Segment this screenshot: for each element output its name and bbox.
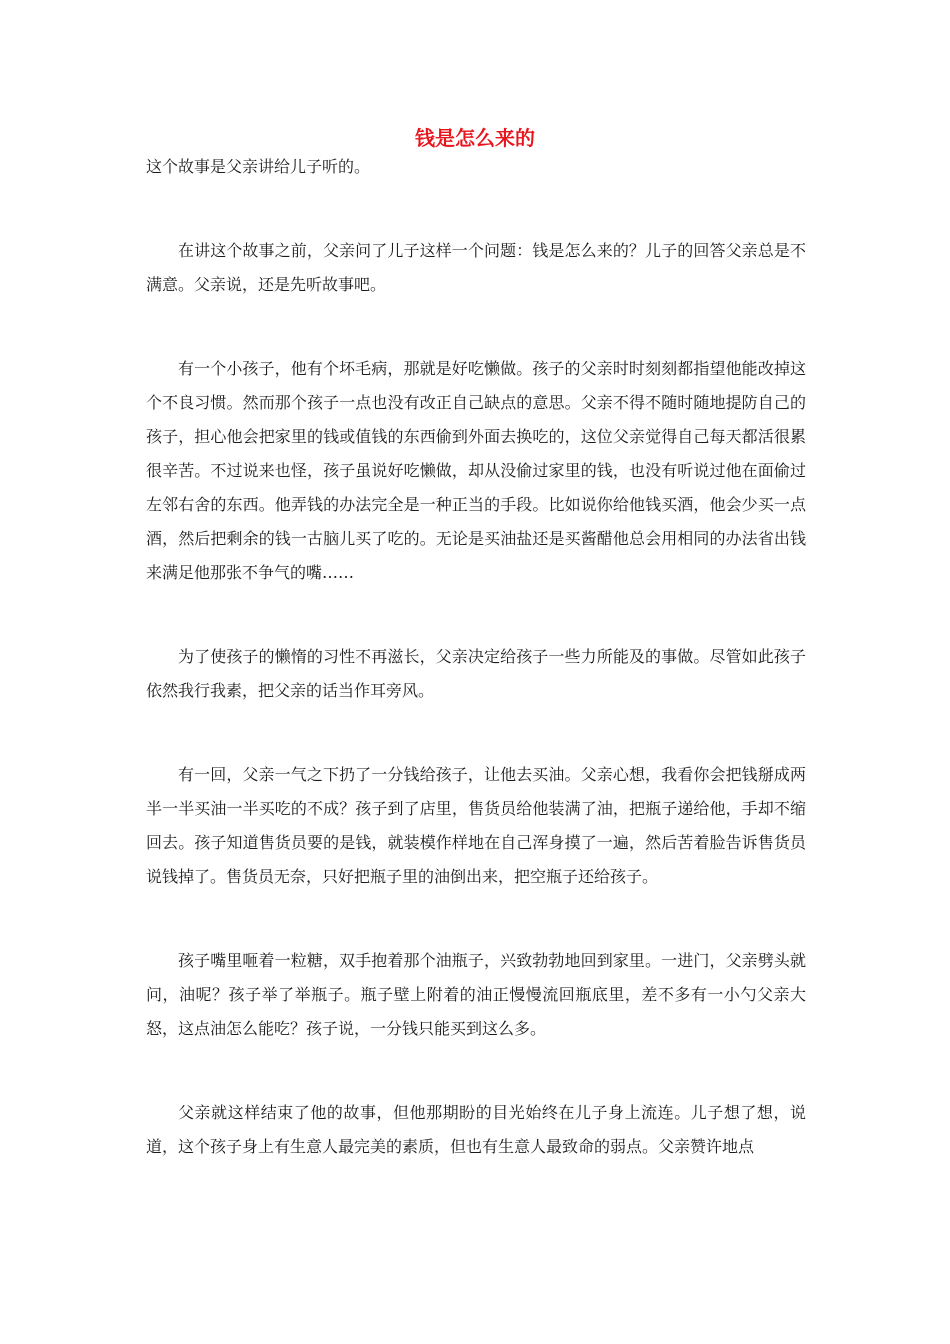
paragraph-5: 有一回，父亲一气之下扔了一分钱给孩子，让他去买油。父亲心想，我看你会把钱掰成两半一半买油一半买吃的不成？孩子到了店里，售货员给他装满了油，把瓶子递给他，手却不缩回去。孩子知道售货员要的是钱，就装模作样地在自己浑身摸了一遍，然后苦着脸告诉售货员说钱掉了。售货员无奈，只好把瓶子里的油倒出来，把空瓶子还给孩子。 [146, 765, 806, 886]
paragraph-6: 孩子嘴里咂着一粒糖，双手抱着那个油瓶子，兴致勃勃地回到家里。一进门，父亲劈头就问，油呢？孩子举了举瓶子。瓶子壁上附着的油正慢慢流回瓶底里，差不多有一小勺父亲大怒，这点油怎么能吃？孩子说，一分钱只能买到这么多。 [146, 951, 806, 1038]
document-body [146, 150, 806, 1164]
paragraph-gap [146, 302, 806, 352]
paragraph-3: 有一个小孩子，他有个坏毛病，那就是好吃懒做。孩子的父亲时时刻刻都指望他能改掉这个不良习惯。然而那个孩子一点也没有改正自己缺点的意思。父亲不得不随时随地提防自己的孩子，担心他会把家里的钱或值钱的东西偷到外面去换吃的，这位父亲觉得自己每天都活很累很辛苦。不过说来也怪，孩子虽说好吃懒做，却从没偷过家里的钱，也没有听说过他在面偷过左邻右舍的东西。他弄钱的办法完全是一种正当的手段。比如说你给他钱买酒，他会少买一点酒，然后把剩余的钱一古脑儿买了吃的。无论是买油盐还是买酱醋他总会用相同的办法省出钱来满足他那张不争气的嘴…… [146, 359, 806, 582]
paragraph-gap [146, 708, 806, 758]
paragraph-gap [146, 184, 806, 234]
document-title: 钱是怎么来的 [415, 126, 535, 150]
paragraph-7: 父亲就这样结束了他的故事，但他那期盼的目光始终在儿子身上流连。儿子想了想，说道，这个孩子身上有生意人最完美的素质，但也有生意人最致命的弱点。父亲赞许地点 [146, 1103, 806, 1156]
paragraph-gap [146, 590, 806, 640]
paragraph-2: 在讲这个故事之前，父亲问了儿子这样一个问题：钱是怎么来的？儿子的回答父亲总是不满意。父亲说，还是先听故事吧。 [146, 241, 806, 294]
paragraph-4: 为了使孩子的懒惰的习性不再滋长，父亲决定给孩子一些力所能及的事做。尽管如此孩子依然我行我素，把父亲的话当作耳旁风。 [146, 647, 806, 700]
paragraph-1: 这个故事是父亲讲给儿子听的。 [146, 157, 371, 176]
paragraph-gap [146, 1046, 806, 1096]
paragraph-gap [146, 894, 806, 944]
